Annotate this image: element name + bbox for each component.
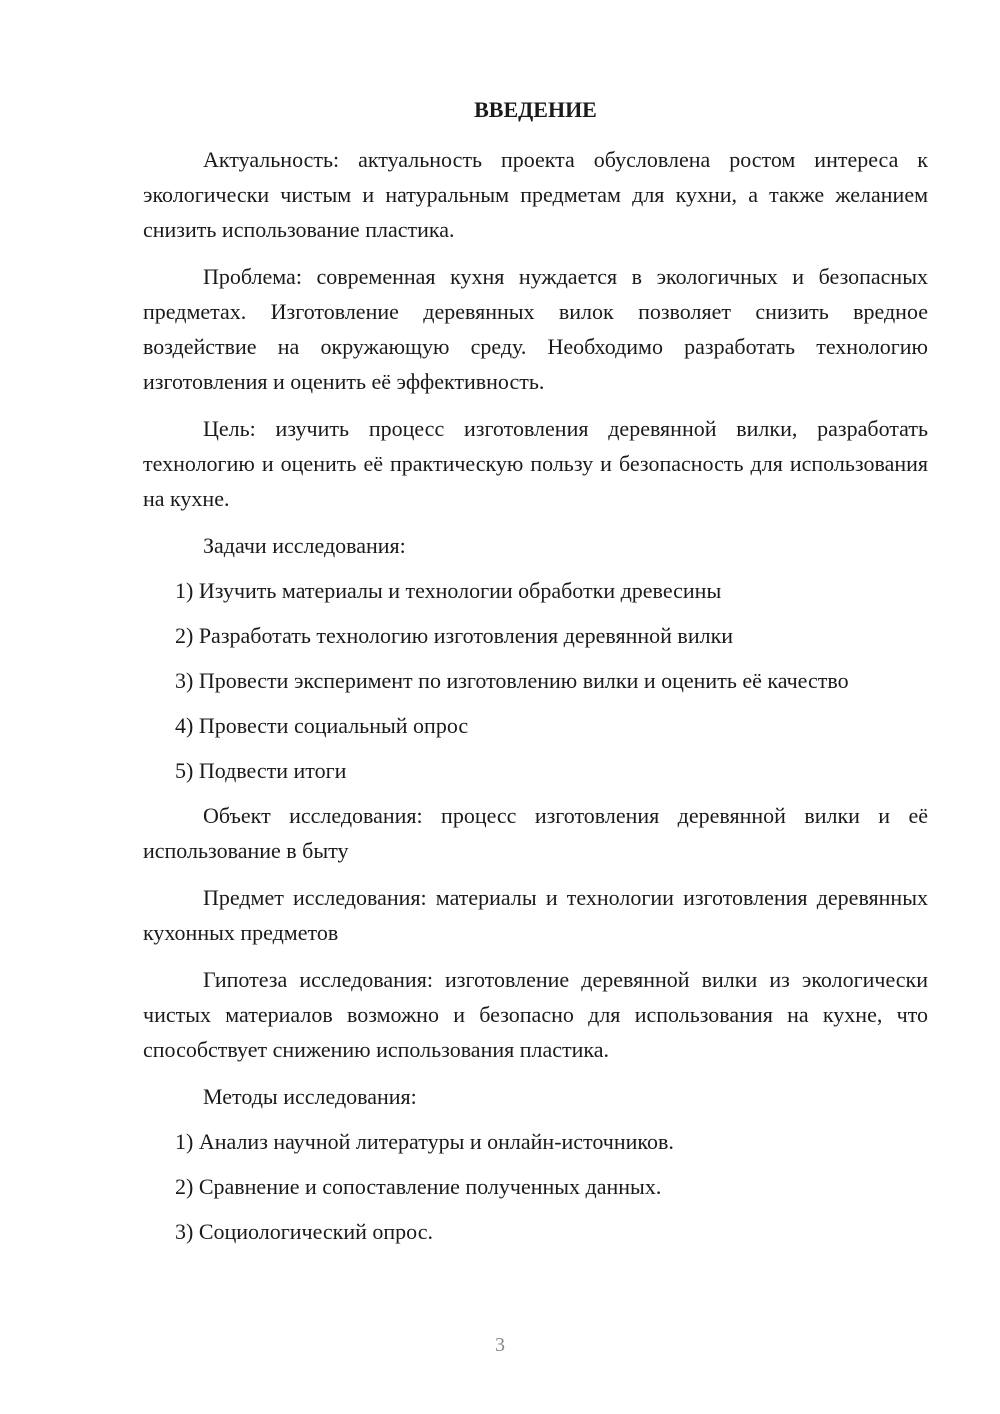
- task-item-1: 1) Изучить материалы и технологии обработки древесины: [175, 578, 722, 603]
- object-paragraph: Объект исследования: процесс изготовления деревянной вилки и её использование в быту: [143, 803, 928, 863]
- tasks-heading: Задачи исследования:: [203, 533, 406, 558]
- method-item-3: 3) Социологический опрос.: [175, 1219, 433, 1244]
- task-item-4: 4) Провести социальный опрос: [175, 713, 469, 738]
- task-item-5: 5) Подвести итоги: [175, 758, 347, 783]
- hypothesis-paragraph: Гипотеза исследования: изготовление деревянной вилки из экологически чистых материалов возможно и безопасно для использования на кухне, что способствует снижению использования пластика.: [143, 967, 928, 1062]
- task-item-3: 3) Провести эксперимент по изготовлению вилки и оценить её качество: [175, 668, 849, 693]
- task-item-2: 2) Разработать технологию изготовления деревянной вилки: [175, 623, 734, 648]
- method-item-2: 2) Сравнение и сопоставление полученных данных.: [175, 1174, 662, 1199]
- page-title: ВВЕДЕНИЕ: [474, 97, 597, 122]
- page-number: 3: [495, 1334, 505, 1356]
- subject-paragraph: Предмет исследования: материалы и технологии изготовления деревянных кухонных предметов: [143, 885, 928, 945]
- methods-heading: Методы исследования:: [203, 1084, 417, 1109]
- problem-paragraph: Проблема: современная кухня нуждается в экологичных и безопасных предметах. Изготовление деревянных вилок позволяет снизить вредное воздействие на окружающую среду. Необходимо разработать технологию изготовления и оценить её эффективность.: [143, 264, 928, 394]
- relevance-paragraph: Актуальность: актуальность проекта обусловлена ростом интереса к экологически чистым и натуральным предметам для кухни, а также желанием снизить использование пластика.: [143, 147, 928, 242]
- goal-paragraph: Цель: изучить процесс изготовления деревянной вилки, разработать технологию и оценить её практическую пользу и безопасность для использования на кухне.: [143, 416, 928, 511]
- method-item-1: 1) Анализ научной литературы и онлайн-источников.: [175, 1129, 674, 1154]
